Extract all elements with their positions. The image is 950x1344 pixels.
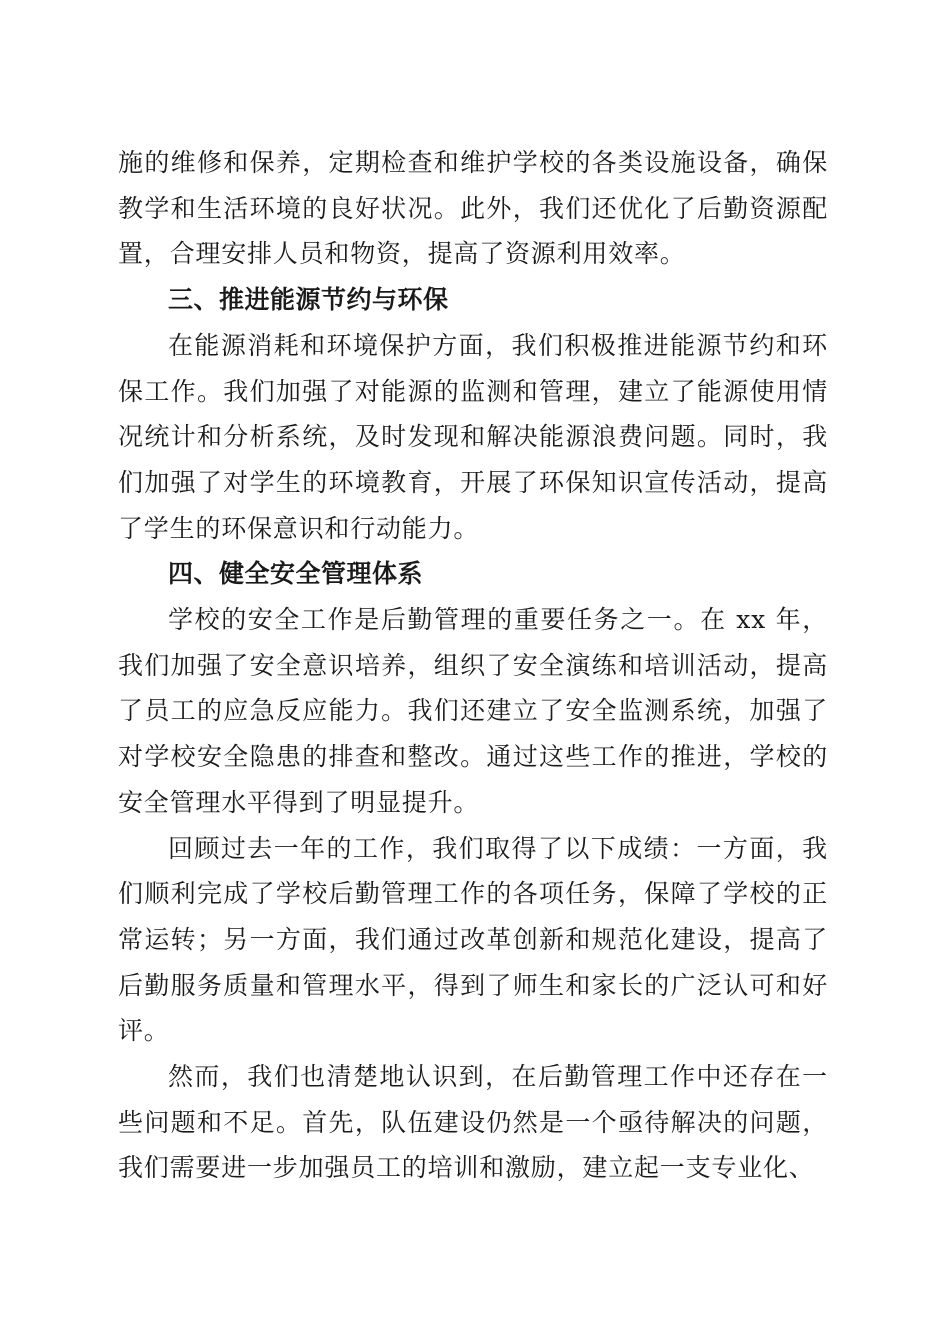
paragraph-energy: 在能源消耗和环境保护方面，我们积极推进能源节约和环保工作。我们加强了对能源的监测和管理，建立了能源使用情况统计和分析系统，及时发现和解决能源浪费问题。同时，我们加强了对学生的环境教育，开展了环保知识宣传活动，提高了学生的环保意识和行动能力。 [118,330,828,543]
document-body [118,140,828,1191]
section-heading-4: 四、健全安全管理体系 [168,559,424,589]
paragraph-problems: 然而，我们也清楚地认识到，在后勤管理工作中还存在一些问题和不足。首先，队伍建设仍然是一个亟待解决的问题，我们需要进一步加强员工的培训和激励，建立起一支专业化、 [118,1062,828,1183]
paragraph-safety: 学校的安全工作是后勤管理的重要任务之一。在 xx 年，我们加强了安全意识培养，组织了安全演练和培训活动，提高了员工的应急反应能力。我们还建立了安全监测系统，加强了对学校安全隐患的排查和整改。通过这些工作的推进，学校的安全管理水平得到了明显提升。 [118,605,828,817]
section-heading-3: 三、推进能源节约与环保 [168,285,449,315]
paragraph-review: 回顾过去一年的工作，我们取得了以下成绩：一方面，我们顺利完成了学校后勤管理工作的各项任务，保障了学校的正常运转；另一方面，我们通过改革创新和规范化建设，提高了后勤服务质量和管理水平，得到了师生和家长的广泛认可和好评。 [118,833,828,1046]
paragraph-continuation: 施的维修和保养，定期检查和维护学校的各类设施设备，确保教学和生活环境的良好状况。此外，我们还优化了后勤资源配置，合理安排人员和物资，提高了资源利用效率。 [118,148,828,269]
